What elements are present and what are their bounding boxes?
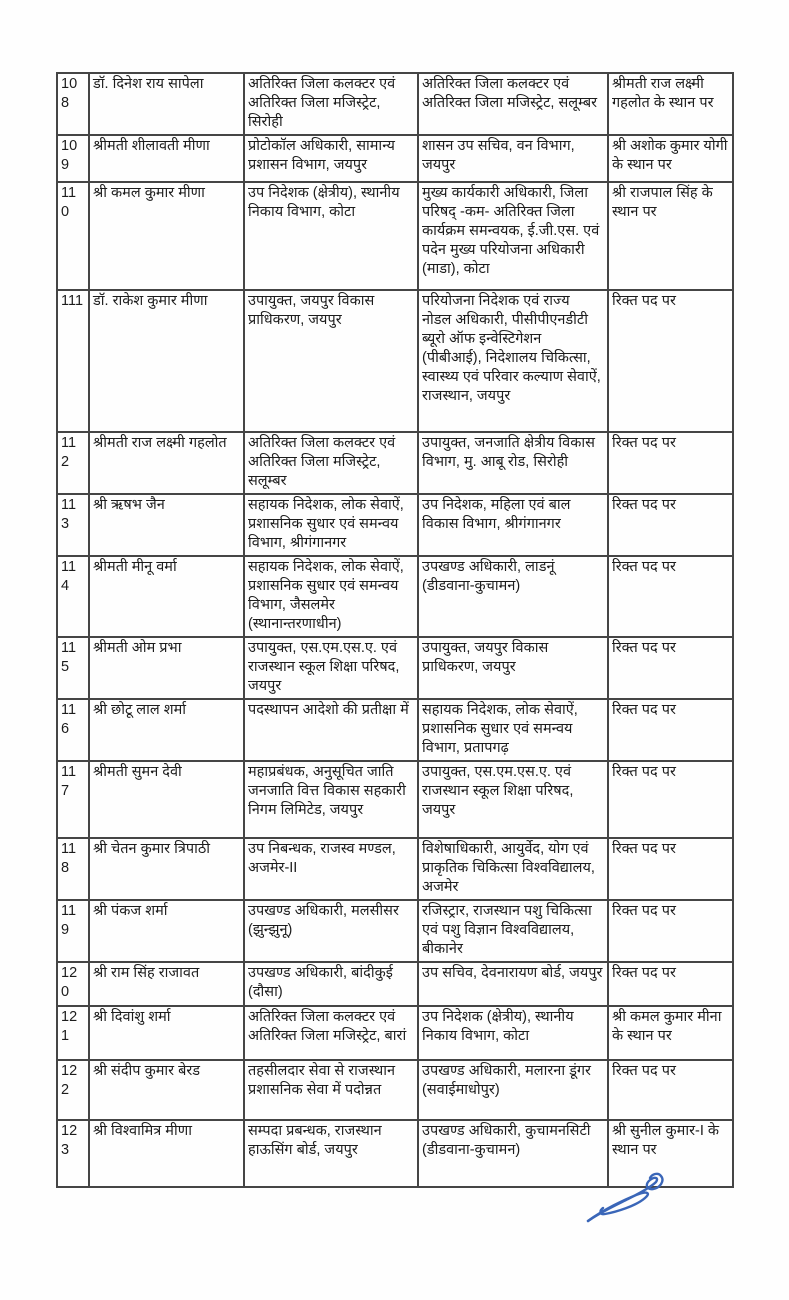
serial-number-cell: 113: [57, 494, 89, 556]
officer-name-cell: श्रीमती ओम प्रभा: [89, 637, 244, 699]
serial-number-cell: 115: [57, 637, 89, 699]
new-post-cell: शासन उप सचिव, वन विभाग, जयपुर: [418, 135, 608, 182]
remark-cell: रिक्त पद पर: [608, 838, 733, 900]
remark-cell: रिक्त पद पर: [608, 290, 733, 432]
officer-name-cell: श्री चेतन कुमार त्रिपाठी: [89, 838, 244, 900]
table-row: [57, 73, 733, 135]
current-post-cell: तहसीलदार सेवा से राजस्थान प्रशासनिक सेवा में पदोन्नत: [244, 1060, 418, 1120]
current-post-cell: अतिरिक्त जिला कलक्टर एवं अतिरिक्त जिला मजिस्ट्रेट, बारां: [244, 1006, 418, 1060]
serial-number-cell: 117: [57, 761, 89, 838]
serial-number-cell: 123: [57, 1120, 89, 1187]
new-post-cell: उप सचिव, देवनारायण बोर्ड, जयपुर: [418, 962, 608, 1006]
officer-name-cell: श्रीमती सुमन देवी: [89, 761, 244, 838]
officer-name-cell: डॉ. राकेश कुमार मीणा: [89, 290, 244, 432]
serial-number-cell: 112: [57, 432, 89, 494]
new-post-cell: उपायुक्त, जयपुर विकास प्राधिकरण, जयपुर: [418, 637, 608, 699]
new-post-cell: उपायुक्त, जनजाति क्षेत्रीय विकास विभाग, मु. आबू रोड, सिरोही: [418, 432, 608, 494]
new-post-cell: उप निदेशक (क्षेत्रीय), स्थानीय निकाय विभाग, कोटा: [418, 1006, 608, 1060]
officer-name-cell: श्री दिवांशु शर्मा: [89, 1006, 244, 1060]
remark-cell: रिक्त पद पर: [608, 556, 733, 637]
serial-number-cell: 108: [57, 73, 89, 135]
new-post-cell: उपायुक्त, एस.एम.एस.ए. एवं राजस्थान स्कूल शिक्षा परिषद, जयपुर: [418, 761, 608, 838]
current-post-cell: उप निदेशक (क्षेत्रीय), स्थानीय निकाय विभाग, कोटा: [244, 182, 418, 290]
table-row: [57, 135, 733, 182]
officer-name-cell: श्री छोटू लाल शर्मा: [89, 699, 244, 761]
current-post-cell: सम्पदा प्रबन्धक, राजस्थान हाऊसिंग बोर्ड, जयपुर: [244, 1120, 418, 1187]
officer-name-cell: श्री ऋषभ जैन: [89, 494, 244, 556]
remark-cell: रिक्त पद पर: [608, 699, 733, 761]
remark-cell: श्री सुनील कुमार-I के स्थान पर: [608, 1120, 733, 1187]
serial-number-cell: 118: [57, 838, 89, 900]
remark-cell: रिक्त पद पर: [608, 962, 733, 1006]
current-post-cell: प्रोटोकॉल अधिकारी, सामान्य प्रशासन विभाग, जयपुर: [244, 135, 418, 182]
officer-name-cell: श्री राम सिंह राजावत: [89, 962, 244, 1006]
table-row: [57, 182, 733, 290]
signature-ink-icon: [583, 1168, 667, 1228]
remark-cell: रिक्त पद पर: [608, 1060, 733, 1120]
current-post-cell: उपायुक्त, जयपुर विकास प्राधिकरण, जयपुर: [244, 290, 418, 432]
table-row: [57, 1060, 733, 1120]
table-row: [57, 432, 733, 494]
new-post-cell: मुख्य कार्यकारी अधिकारी, जिला परिषद् -कम- अतिरिक्त जिला कार्यक्रम समन्वयक, ई.जी.एस. एवं पदेन मुख्य परियोजना अधिकारी (माडा), कोटा: [418, 182, 608, 290]
table-row: [57, 637, 733, 699]
table-row: [57, 900, 733, 962]
new-post-cell: रजिस्ट्रार, राजस्थान पशु चिकित्सा एवं पशु विज्ञान विश्वविद्यालय, बीकानेर: [418, 900, 608, 962]
new-post-cell: विशेषाधिकारी, आयुर्वेद, योग एवं प्राकृतिक चिकित्सा विश्वविद्यालय, अजमेर: [418, 838, 608, 900]
serial-number-cell: 119: [57, 900, 89, 962]
transfer-order-table: [56, 72, 734, 1188]
table-row: [57, 699, 733, 761]
table-row: [57, 556, 733, 637]
remark-cell: श्री कमल कुमार मीना के स्थान पर: [608, 1006, 733, 1060]
current-post-cell: महाप्रबंधक, अनुसूचित जाति जनजाति वित्त विकास सहकारी निगम लिमिटेड, जयपुर: [244, 761, 418, 838]
serial-number-cell: 121: [57, 1006, 89, 1060]
table-row: [57, 1006, 733, 1060]
current-post-cell: सहायक निदेशक, लोक सेवाऐं, प्रशासनिक सुधार एवं समन्वय विभाग, श्रीगंगानगर: [244, 494, 418, 556]
current-post-cell: सहायक निदेशक, लोक सेवाऐं, प्रशासनिक सुधार एवं समन्वय विभाग, जैसलमेर (स्थानान्तरणाधीन): [244, 556, 418, 637]
new-post-cell: उपखण्ड अधिकारी, कुचामनसिटी (डीडवाना-कुचामन): [418, 1120, 608, 1187]
remark-cell: रिक्त पद पर: [608, 900, 733, 962]
serial-number-cell: 110: [57, 182, 89, 290]
new-post-cell: उपखण्ड अधिकारी, मलारना डूंगर (सवाईमाधोपुर): [418, 1060, 608, 1120]
officer-name-cell: श्री विश्वामित्र मीणा: [89, 1120, 244, 1187]
current-post-cell: पदस्थापन आदेशो की प्रतीक्षा में: [244, 699, 418, 761]
signature-stroke-return: [588, 1193, 648, 1221]
table-row: [57, 494, 733, 556]
remark-cell: श्री राजपाल सिंह के स्थान पर: [608, 182, 733, 290]
officer-name-cell: डॉ. दिनेश राय सापेला: [89, 73, 244, 135]
current-post-cell: अतिरिक्त जिला कलक्टर एवं अतिरिक्त जिला मजिस्ट्रेट, सलूम्बर: [244, 432, 418, 494]
serial-number-cell: 114: [57, 556, 89, 637]
serial-number-cell: 109: [57, 135, 89, 182]
remark-cell: श्रीमती राज लक्ष्मी गहलोत के स्थान पर: [608, 73, 733, 135]
current-post-cell: अतिरिक्त जिला कलक्टर एवं अतिरिक्त जिला मजिस्ट्रेट, सिरोही: [244, 73, 418, 135]
current-post-cell: उपखण्ड अधिकारी, मलसीसर (झुन्झुनू): [244, 900, 418, 962]
officer-name-cell: श्रीमती राज लक्ष्मी गहलोत: [89, 432, 244, 494]
officer-name-cell: श्रीमती मीनू वर्मा: [89, 556, 244, 637]
new-post-cell: उपखण्ड अधिकारी, लाडनूं (डीडवाना-कुचामन): [418, 556, 608, 637]
remark-cell: रिक्त पद पर: [608, 494, 733, 556]
table-row: [57, 962, 733, 1006]
serial-number-cell: 120: [57, 962, 89, 1006]
new-post-cell: सहायक निदेशक, लोक सेवाऐं, प्रशासनिक सुधार एवं समन्वय विभाग, प्रतापगढ़: [418, 699, 608, 761]
remark-cell: रिक्त पद पर: [608, 432, 733, 494]
officer-name-cell: श्रीमती शीलावती मीणा: [89, 135, 244, 182]
serial-number-cell: 116: [57, 699, 89, 761]
remark-cell: रिक्त पद पर: [608, 637, 733, 699]
current-post-cell: उप निबन्धक, राजस्व मण्डल, अजमेर-II: [244, 838, 418, 900]
officer-name-cell: श्री कमल कुमार मीणा: [89, 182, 244, 290]
current-post-cell: उपायुक्त, एस.एम.एस.ए. एवं राजस्थान स्कूल शिक्षा परिषद, जयपुर: [244, 637, 418, 699]
new-post-cell: उप निदेशक, महिला एवं बाल विकास विभाग, श्रीगंगानगर: [418, 494, 608, 556]
remark-cell: श्री अशोक कुमार योगी के स्थान पर: [608, 135, 733, 182]
new-post-cell: अतिरिक्त जिला कलक्टर एवं अतिरिक्त जिला मजिस्ट्रेट, सलूम्बर: [418, 73, 608, 135]
remark-cell: रिक्त पद पर: [608, 761, 733, 838]
officer-name-cell: श्री संदीप कुमार बेरड: [89, 1060, 244, 1120]
new-post-cell: परियोजना निदेशक एवं राज्य नोडल अधिकारी, पीसीपीएनडीटी ब्यूरो ऑफ इन्वेस्टिगेशन (पीबीआई), निदेशालय चिकित्सा, स्वास्थ्य एवं परिवार कल्याण सेवाऐं, राजस्थान, जयपुर: [418, 290, 608, 432]
table-row: [57, 290, 733, 432]
officer-name-cell: श्री पंकज शर्मा: [89, 900, 244, 962]
current-post-cell: उपखण्ड अधिकारी, बांदीकुई (दौसा): [244, 962, 418, 1006]
table-row: [57, 761, 733, 838]
serial-number-cell: 111: [57, 290, 89, 432]
table-row: [57, 838, 733, 900]
serial-number-cell: 122: [57, 1060, 89, 1120]
